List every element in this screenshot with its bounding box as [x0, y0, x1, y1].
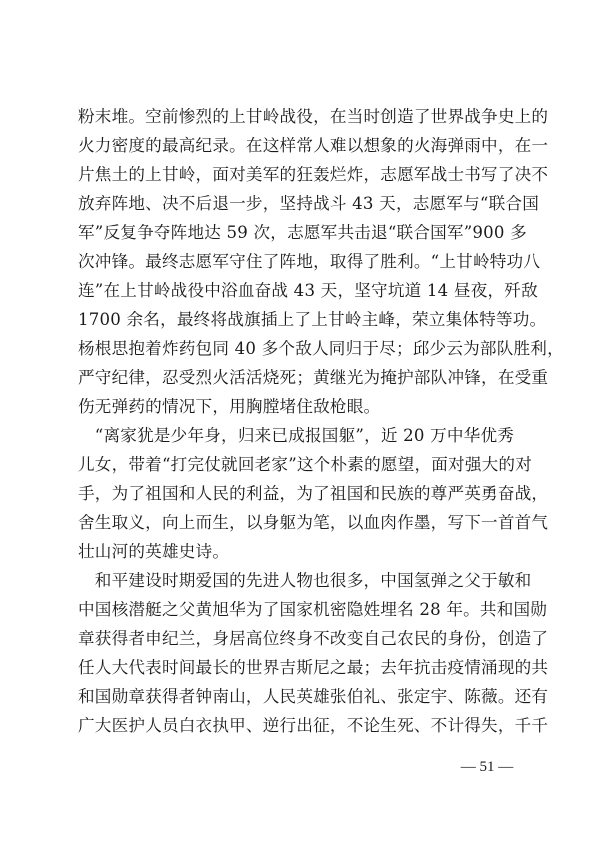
text-line: 儿女，带着“打完仗就回老家”这个朴素的愿望，面对强大的对 [78, 455, 533, 474]
body-text [78, 102, 564, 740]
text-line: 舍生取义，向上而生，以身躯为笔，以血肉作墨，写下一首首气 [78, 513, 549, 532]
text-line: 片焦土的上甘岭，面对美军的狂轰烂炸，志愿军战士书写了决不 [78, 165, 549, 184]
text-line: 杨根思抱着炸药包同 40 多个敌人同归于尽；邱少云为部队胜利， [78, 339, 564, 358]
text-line: 和平建设时期爱国的先进人物也很多，中国氢弹之父于敏和 [78, 571, 532, 590]
text-line: 1700 余名，最终将战旗插上了上甘岭主峰，荣立集体特等功。 [78, 310, 547, 329]
text-line: 手，为了祖国和人民的利益，为了祖国和民族的尊严英勇奋战， [78, 484, 549, 503]
text-line: 章获得者申纪兰，身居高位终身不改变自己农民的身份，创造了 [78, 629, 549, 648]
text-line: “离家犹是少年身，归来已成报国躯”，近 20 万中华优秀 [78, 426, 515, 445]
text-line: 严守纪律，忍受烈火活活烧死；黄继光为掩护部队冲锋，在受重 [78, 368, 549, 387]
text-line: 和国勋章获得者钟南山，人民英雄张伯礼、张定宇、陈薇。还有 [78, 687, 549, 706]
text-line: 任人大代表时间最长的世界吉斯尼之最；去年抗击疫情涌现的共 [78, 658, 549, 677]
text-line: 火力密度的最高纪录。在这样常人难以想象的火海弹雨中，在一 [78, 136, 549, 155]
text-line: 广大医护人员白衣执甲、逆行出征，不论生死、不计得失，千千 [78, 716, 549, 735]
text-line: 粉末堆。空前惨烈的上甘岭战役，在当时创造了世界战争史上的 [78, 107, 549, 126]
text-line: 军”反复争夺阵地达 59 次，志愿军共击退“联合国军”900 多 [78, 223, 527, 242]
text-line: 放弃阵地、决不后退一步，坚持战斗 43 天，志愿军与“联合国 [78, 194, 539, 213]
text-line: 壮山河的英雄史诗。 [78, 542, 230, 561]
text-line: 中国核潜艇之父黄旭华为了国家机密隐姓埋名 28 年。共和国勋 [78, 600, 548, 619]
text-line: 次冲锋。最终志愿军守住了阵地，取得了胜利。“上甘岭特功八 [78, 252, 541, 271]
text-line: 连”在上甘岭战役中浴血奋战 43 天，坚守坑道 14 昼夜，歼敌 [78, 281, 538, 300]
page-number: — 51 — [460, 759, 514, 775]
text-line: 伤无弹药的情况下，用胸膛堵住敌枪眼。 [78, 397, 381, 416]
